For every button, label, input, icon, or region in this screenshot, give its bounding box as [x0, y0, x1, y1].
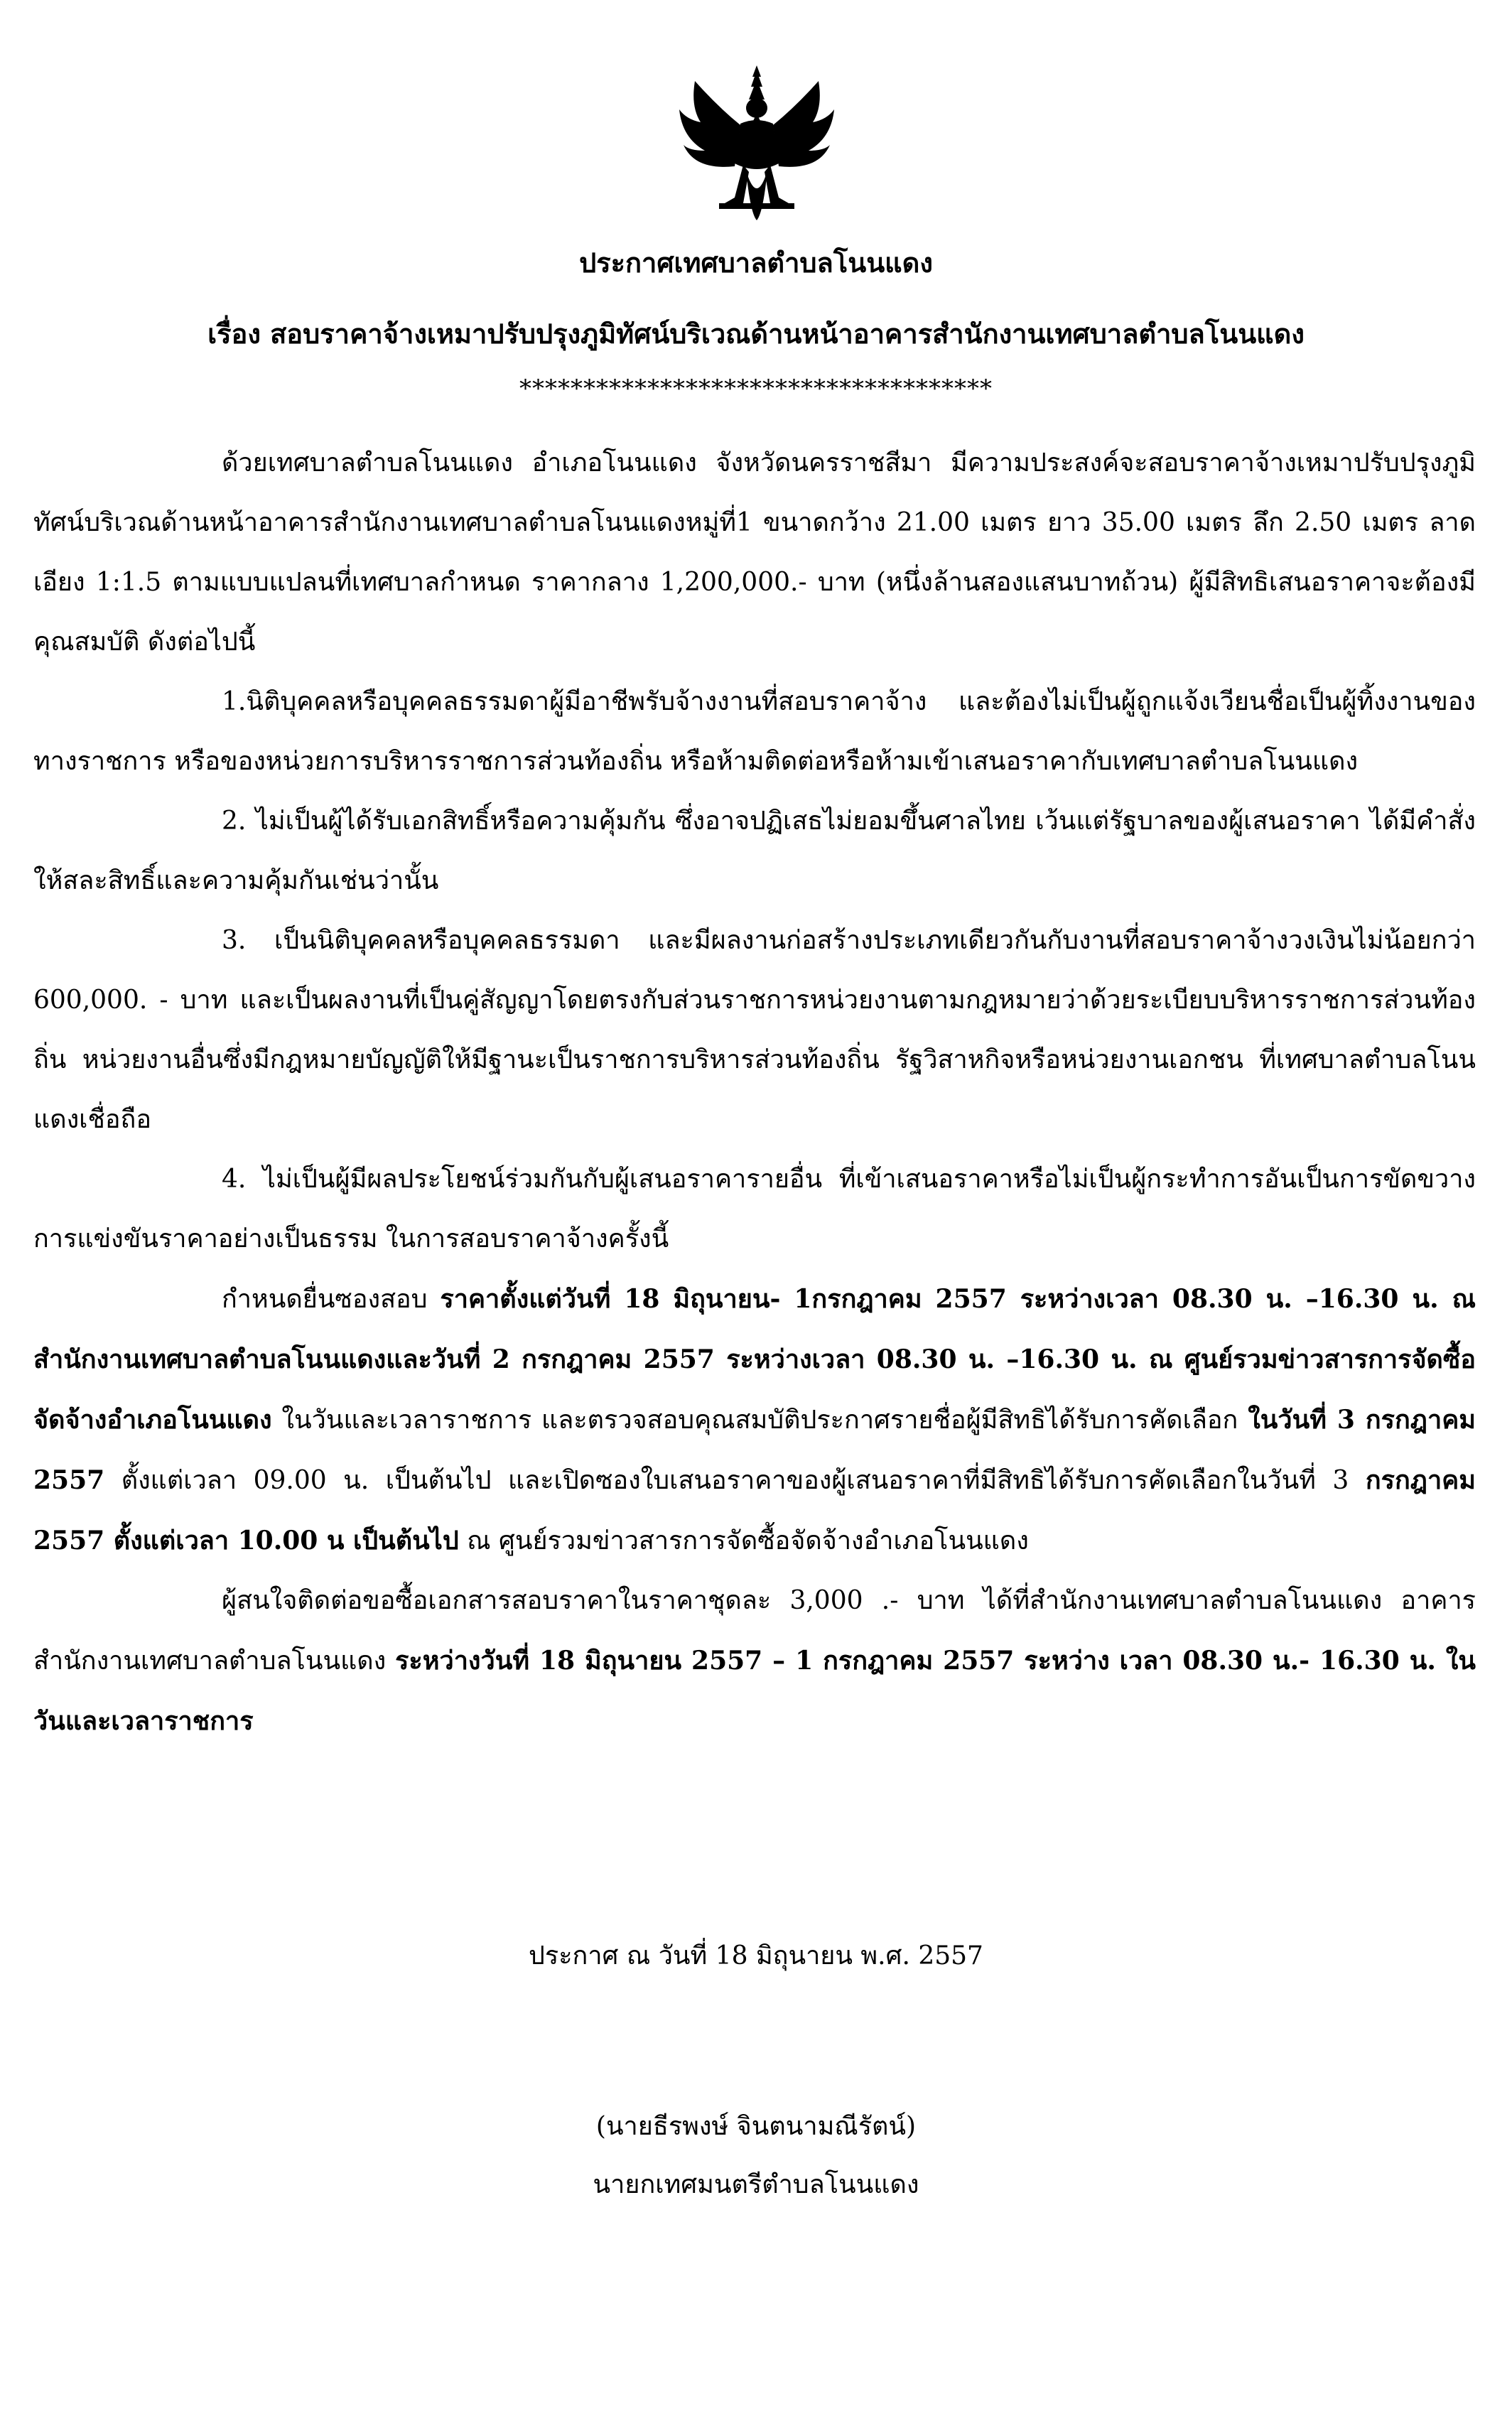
announcement-body: [33, 433, 1476, 1752]
contact-text-bold: ระหว่างวันที่ 18 มิถุนายน 2557 – 1 กรกฎาคม 2557 ระหว่าง เวลา 08.30 น.- 16.30 น. ในวันและเวลาราชการ: [33, 1646, 1476, 1736]
qualification-item-2: 2. ไม่เป็นผู้ได้รับเอกสิทธิ์หรือความคุ้มกัน ซึ่งอาจปฏิเสธไม่ยอมขึ้นศาลไทย เว้นแต่รัฐบาลของผู้เสนอราคา ได้มีคำสั่งให้สละสิทธิ์และความคุ้มกันเช่นว่านั้น: [33, 807, 1476, 895]
schedule-text: กำหนดยื่นซองสอบ: [222, 1285, 441, 1314]
schedule-text: ตั้งแต่เวลา 09.00 น. เป็นต้นไป และเปิดซองใบเสนอราคาของผู้เสนอราคาที่มีสิทธิได้รับการคัดเลือกในวันที่ 3: [104, 1466, 1366, 1495]
contact-text: ผู้สนใจติดต่อขอซื้อเอกสารสอบราคาในราคาชุดละ 3,000 .- บาท ได้ที่สำนักงานเทศบาลตำบลโนนแดง อาคารสำนักงานเทศบาลตำบลโนนแดง: [33, 1586, 1476, 1676]
signatory-name: (นายธีรพงษ์ จินตนามณีรัตน์): [595, 2112, 917, 2141]
schedule-text-bold: ในวันที่ 3 กรกฎาคม 2557: [33, 1405, 1476, 1495]
schedule-text: ณ ศูนย์รวมข่าวสารการจัดซื้อจัดจ้างอำเภอโนนแดง: [458, 1526, 1029, 1555]
schedule-text: ในวันและเวลาราชการ และตรวจสอบคุณสมบัติประกาศรายชื่อผู้มีสิทธิได้รับการคัดเลือก: [271, 1406, 1248, 1435]
divider-stars: *************************************: [519, 374, 993, 403]
contact-paragraph: [33, 1571, 1476, 1752]
qualification-item-4: 4. ไม่เป็นผู้มีผลประโยชน์ร่วมกันกับผู้เสนอราคารายอื่น ที่เข้าเสนอราคาหรือไม่เป็นผู้กระทำการอันเป็นการขัดขวางการแข่งขันราคาอย่างเป็นธรรม ในการสอบราคาจ้างครั้งนี้: [33, 1165, 1476, 1253]
qualification-item-3: 3. เป็นนิติบุคคลหรือบุคคลธรรมดา และมีผลงานก่อสร้างประเภทเดียวกันกับงานที่สอบราคาจ้างวงเงินไม่น้อยกว่า 600,000. - บาท และเป็นผลงานที่เป็นคู่สัญญาโดยตรงกับส่วนราชการหน่วยงานตามกฎหมายว่าด้วยระเบียบบริหารราชการส่วนท้องถิ่น หน่วยงานอื่นซึ่งมีกฎหมายบัญญัติให้มีฐานะเป็นราชการบริหารส่วนท้องถิ่น รัฐวิสาหกิจหรือหน่วยงานเอกชน ที่เทศบาลตำบลโนนแดงเชื่อถือ: [33, 926, 1476, 1134]
intro-paragraph: ด้วยเทศบาลตำบลโนนแดง อำเภอโนนแดง จังหวัดนครราชสีมา มีความประสงค์จะสอบราคาจ้างเหมาปรับปรุงภูมิทัศน์บริเวณด้านหน้าอาคารสำนักงานเทศบาลตำบลโนนแดงหมู่ที่1 ขนาดกว้าง 21.00 เมตร ยาว 35.00 เมตร ลึก 2.50 เมตร ลาดเอียง 1:1.5 ตามแบบแปลนที่เทศบาลกำหนด ราคากลาง 1,200,000.- บาท (หนึ่งล้านสองแสนบาทถ้วน) ผู้มีสิทธิเสนอราคาจะต้องมีคุณสมบัติ ดังต่อไปนี้: [33, 448, 1476, 657]
garuda-emblem-icon: [675, 64, 838, 222]
signatory-position: นายกเทศมนตรีตำบลโนนแดง: [593, 2170, 919, 2199]
qualification-item-1: 1.นิติบุคคลหรือบุคคลธรรมดาผู้มีอาชีพรับจ้างงานที่สอบราคาจ้าง และต้องไม่เป็นผู้ถูกแจ้งเวียนชื่อเป็นผู้ทิ้งงานของทางราชการ หรือของหน่วยการบริหารราชการส่วนท้องถิ่น หรือห้ามติดต่อหรือห้ามเข้าเสนอราคากับเทศบาลตำบลโนนแดง: [33, 687, 1476, 776]
announcement-date: ประกาศ ณ วันที่ 18 มิถุนายน พ.ศ. 2557: [529, 1941, 983, 1970]
announcement-subject: เรื่อง สอบราคาจ้างเหมาปรับปรุงภูมิทัศน์บริเวณด้านหน้าอาคารสำนักงานเทศบาลตำบลโนนแดง: [207, 318, 1305, 350]
schedule-text-bold: ราคาตั้งแต่วันที่ 18 มิถุนายน- 1กรกฎาคม 2557 ระหว่างเวลา 08.30 น. –16.30 น. ณ สำนักงานเทศบาลตำบลโนนแดงและวันที่ 2 กรกฎาคม 2557 ระหว่างเวลา 08.30 น. –16.30 น. ณ ศูนย์รวมข่าวสารการจัดซื้อจัดจ้างอำเภอโนนแดง: [33, 1284, 1476, 1435]
schedule-text-bold: กรกฎาคม 2557 ตั้งแต่เวลา 10.00 น เป็นต้นไป: [33, 1465, 1476, 1555]
schedule-paragraph: [33, 1269, 1476, 1571]
announcement-title: ประกาศเทศบาลตำบลโนนแดง: [579, 247, 933, 279]
